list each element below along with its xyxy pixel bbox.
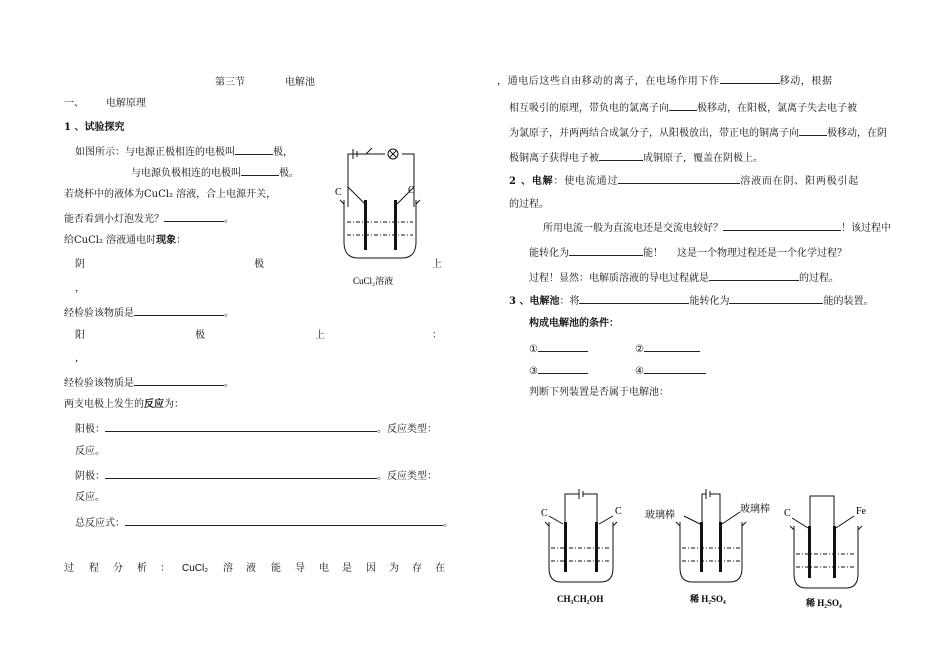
device-1-caption: CH₃CH₂OH: [557, 594, 604, 604]
right-para-line-2: 相互吸引的原理，带负电的氯离子向 极移动，在阳极，氯离子失去电子被: [509, 103, 857, 114]
heading-text: 电解原理: [106, 98, 146, 109]
cathode-char-3: 上: [432, 259, 442, 270]
total-equation: 总反应式： 。: [75, 518, 453, 529]
condition-1: ①: [529, 342, 588, 356]
anode-char-3: 上: [315, 330, 325, 341]
process-char-4: ：: [160, 563, 170, 574]
process-char-2: 分: [113, 563, 123, 574]
heading-number: 一、: [64, 98, 84, 109]
process-char-3: 析: [137, 563, 147, 574]
process-char-5: CuCl₂: [182, 563, 209, 574]
text-phenomenon: 给CuCl₂ 溶液通电时现象：: [64, 235, 187, 246]
anode-char-2: 极: [195, 330, 205, 341]
comma-1: ，: [75, 283, 85, 294]
device-2-caption: 稀 H₂SO₄: [690, 594, 726, 604]
process-char-15: 在: [435, 563, 445, 574]
anode-char-1: 阳: [75, 330, 85, 341]
right-para-line-3: 为氯原子，并两两结合成氯分子，从阳极放出，带正电的铜离子向 极移动，在阴: [509, 128, 887, 139]
device-3-figure: [780, 494, 880, 614]
process-char-10: 电: [319, 563, 329, 574]
judge-instruction: 判断下列装置是否属于电解池：: [529, 387, 669, 398]
anode-char-4: ：: [432, 330, 442, 341]
process-char-13: 为: [389, 563, 399, 574]
condition-2: ②: [635, 342, 700, 356]
right-electrode-rod: [394, 200, 397, 250]
anode-equation: 阳极： 。反应类型：: [75, 424, 437, 435]
electrolytic-cell-definition: 3 、电解池：将 能转化为 能的装置。: [509, 296, 874, 307]
process-char-14: 存: [412, 563, 422, 574]
device-3-caption: 稀 H₂SO₄: [806, 598, 842, 608]
text-negative-electrode: 与电源负极相连的电极叫 极。: [131, 168, 299, 179]
cathode-char-2: 极: [254, 259, 264, 270]
device-2-left-label: 玻璃棒: [645, 510, 675, 521]
electrolysis-definition: 2 、电解：使电流通过 溶液而在阴、阳两极引起: [509, 176, 860, 187]
right-para-line-4: 极铜离子获得电子被 成铜原子，覆盖在阴极上。: [509, 153, 763, 164]
electrolysis-definition-end: 的过程。: [509, 199, 549, 210]
subsection-experiment: 1 、试验探究: [64, 122, 125, 133]
process-char-6: 溶: [223, 563, 233, 574]
conditions-heading: 构成电解池的条件：: [529, 318, 619, 329]
cathode-char-1: 阴: [75, 259, 85, 270]
reaction-end-2: 反应。: [75, 492, 105, 503]
text-liquid: 若烧杯中的液体为CuCl₂ 溶液，合上电源开关，: [64, 189, 277, 200]
device-2-figure: [644, 488, 774, 608]
right-para-line-1: ，通电后这些自由移动的离子，在电场作用下作 移动，根据: [497, 76, 833, 87]
device-3-left-label: C: [784, 508, 791, 519]
left-electrode-rod: [364, 200, 367, 250]
reaction-end-1: 反应。: [75, 446, 105, 457]
device-1-left-label: C: [541, 508, 548, 519]
question-process: 过程！显然：电解质溶液的导电过程就是 的过程。: [529, 273, 839, 284]
text-positive-electrode: 如图所示：与电源正极相连的电极叫 极，: [75, 147, 293, 158]
process-char-7: 液: [246, 563, 256, 574]
device-2-right-label: 玻璃棒: [740, 504, 770, 515]
section-label: 第三节: [215, 77, 245, 88]
process-char-8: 能: [271, 563, 281, 574]
cathode-equation: 阴极： 。反应类型：: [75, 471, 437, 482]
comma-2: ，: [75, 353, 85, 364]
condition-4: ④: [635, 364, 706, 378]
process-char-12: 因: [366, 563, 376, 574]
process-char-9: 导: [295, 563, 305, 574]
process-char-11: 是: [342, 563, 352, 574]
process-char-0: 过: [64, 563, 74, 574]
question-current: 所用电流一般为直流电还是交流电较好？ ！该过程中: [543, 223, 891, 234]
electrode-label-right: C: [408, 185, 415, 196]
question-energy: 能转化为 能！ 这是一个物理过程还是一个化学过程？: [529, 248, 847, 259]
electrode-label-left: C: [335, 187, 342, 198]
process-char-1: 程: [89, 563, 99, 574]
device-3-right-label: Fe: [856, 506, 866, 517]
text-test-1: 经检验该物质是 。: [64, 308, 234, 319]
device-1-right-label: C: [615, 506, 622, 517]
condition-3: ③: [529, 364, 588, 378]
device-1-figure: [537, 488, 629, 608]
figure-caption-cucl2: CuCl₂溶液: [353, 276, 394, 286]
text-reaction: 两支电极上发生的反应为：: [64, 399, 184, 410]
cucl2-electrolysis-figure: [320, 142, 430, 292]
section-title: 电解池: [285, 77, 315, 88]
text-test-2: 经检验该物质是 。: [64, 378, 234, 389]
text-bulb-question: 能否看到小灯泡发光？ 。: [64, 214, 234, 225]
